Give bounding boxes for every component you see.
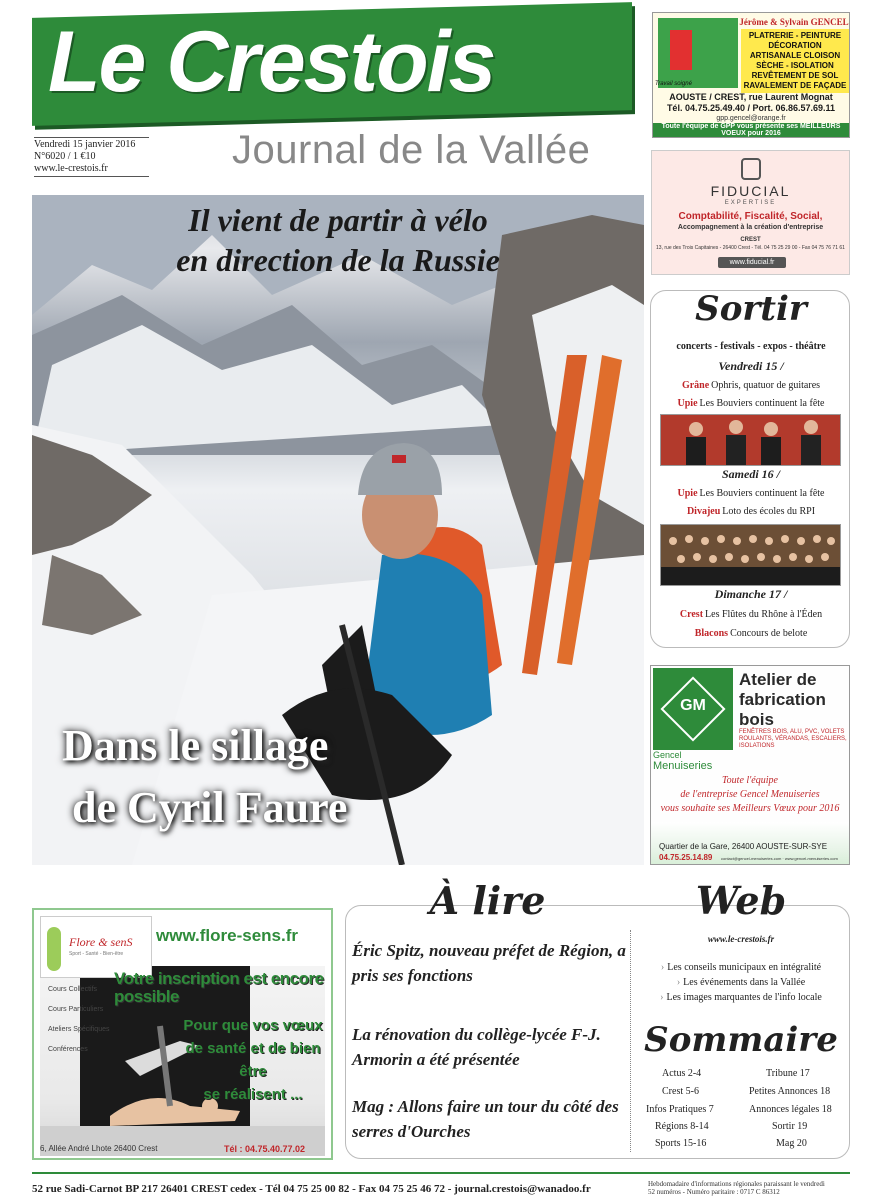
flore-course: Cours Particuliers	[48, 1006, 104, 1013]
choir-illustration	[661, 525, 840, 585]
issue-info	[34, 136, 149, 178]
flore-sens-advertisement[interactable]	[32, 908, 333, 1160]
gpp-logo	[658, 18, 738, 88]
event-title: Les Flûtes du Rhône à l'Éden	[705, 609, 823, 620]
web-link-label: Les conseils municipaux en intégralité	[667, 962, 822, 973]
gpp-phones: Tél. 04.75.25.49.40 / Port. 06.86.57.69.11	[666, 103, 836, 113]
hero-headline-line-2[interactable]: en direction de la Russie	[176, 242, 500, 278]
gm-title: Atelier de fabrication bois	[739, 670, 826, 729]
gm-brand-line-2: Menuiseries	[653, 760, 713, 772]
gpp-services: PLATRERIE - PEINTURE DÉCORATION ARTISANALE CLOISON SÈCHE - ISOLATION REVÊTEMENT DE SOL RAVALEMENT DE FAÇADE	[741, 29, 849, 93]
flore-url[interactable]: www.flore-sens.fr	[156, 926, 299, 945]
lire-article[interactable]: Éric Spitz, nouveau préfet de Région, a pris ses fonctions	[352, 941, 626, 985]
musicians-illustration	[661, 415, 840, 465]
gpp-wishes-banner: Toute l'équipe de GPP vous présente ses MEILLEURS VOEUX pour 2016	[653, 123, 849, 137]
flore-wish-line: Pour que vos vœux	[183, 1017, 323, 1034]
sommaire-item[interactable]: Petites Annonces 18	[749, 1086, 831, 1097]
sortir-event[interactable]	[651, 506, 851, 517]
hero-headline-line-1[interactable]: Il vient de partir à vélo	[188, 202, 488, 238]
web-link[interactable]	[632, 977, 850, 988]
dancer-icon	[47, 927, 61, 971]
issue-number: N°6020 / 1 €10	[34, 151, 96, 162]
gm-brand-line-1: Gencel	[653, 750, 682, 760]
footer-meta	[648, 1180, 853, 1196]
fiducial-logo-icon	[741, 158, 761, 180]
event-place: Crest	[679, 609, 704, 620]
flore-wish-line: se réalisent ...	[203, 1086, 303, 1103]
gpp-tagline: Travail soigné	[655, 81, 692, 87]
newspaper-subtitle: Journal de la Vallée	[232, 128, 591, 172]
fiducial-city: CREST	[740, 237, 761, 243]
sortir-heading: Sortir	[695, 289, 807, 329]
quartet-photo[interactable]	[660, 414, 841, 466]
gpp-address: AOUSTE / CREST, rue Laurent Mognat	[669, 92, 833, 102]
event-place: Grâne	[681, 380, 710, 391]
hero-caption-line-2[interactable]: de Cyril Faure	[72, 783, 348, 832]
chevron-right-icon: ›	[660, 962, 665, 973]
issue-website[interactable]: www.le-crestois.fr	[34, 163, 108, 174]
hero-caption-line-1[interactable]: Dans le sillage	[62, 721, 329, 770]
flore-headline: Votre inscription est encore possible	[114, 969, 324, 1006]
flore-address: 6, Allée André Lhote 26400 Crest	[40, 1144, 158, 1153]
gencel-menuiseries-advertisement[interactable]	[650, 665, 850, 865]
lire-article[interactable]: Mag : Allons faire un tour du côté des serres d'Ourches	[352, 1097, 619, 1141]
sortir-event[interactable]	[651, 488, 851, 499]
sommaire-item[interactable]: Mag 20	[776, 1138, 807, 1149]
sommaire-heading: Sommaire	[644, 1020, 838, 1060]
event-place: Upie	[677, 488, 698, 499]
web-url[interactable]: www.le-crestois.fr	[707, 934, 775, 944]
sortir-event[interactable]	[651, 609, 851, 620]
sortir-day: Vendredi 15 /	[718, 359, 784, 373]
fiducial-advertisement[interactable]	[651, 150, 850, 275]
sortir-event[interactable]	[651, 628, 851, 639]
footer-meta-line: 52 numéros - Numéro paritaire : 0717 C 86312	[648, 1188, 780, 1196]
event-title: Les Bouviers continuent la fête	[699, 488, 825, 499]
footer-rule	[32, 1172, 850, 1174]
sommaire-item[interactable]: Sports 15-16	[655, 1138, 707, 1149]
sommaire-item[interactable]: Sortir 19	[772, 1121, 808, 1132]
event-title: Les Bouviers continuent la fête	[699, 398, 825, 409]
gpp-names: Jérôme & Sylvain GENCEL	[739, 17, 849, 27]
gm-contact[interactable]: contact@gencel-menuiseries.com · www.gencel-menuiseries.com	[721, 856, 838, 861]
event-title: Ophris, quatuor de guitares	[711, 380, 821, 391]
chevron-right-icon: ›	[676, 977, 681, 988]
sommaire-item[interactable]: Crest 5-6	[662, 1086, 699, 1097]
web-link-label: Les images marquantes de l'info locale	[666, 992, 822, 1003]
sommaire-item[interactable]: Régions 8-14	[655, 1121, 709, 1132]
gm-products: FENÊTRES BOIS, ALU, PVC, VOLETS ROULANTS, VÉRANDAS, ESCALIERS, ISOLATIONS	[739, 729, 847, 749]
event-place: Blacons	[694, 628, 729, 639]
issue-date: Vendredi 15 janvier 2016	[34, 139, 136, 150]
flore-course: Cours Collectifs	[48, 986, 98, 993]
event-place: Divajeu	[686, 506, 721, 517]
gm-wish-line: Toute l'équipe	[722, 775, 778, 786]
flore-phone: Tél : 04.75.40.77.02	[224, 1144, 306, 1154]
sortir-day: Samedi 16 /	[721, 467, 780, 481]
sommaire-item[interactable]: Actus 2-4	[662, 1068, 702, 1079]
sommaire-item[interactable]: Tribune 17	[766, 1068, 810, 1079]
flore-wishes	[178, 1014, 328, 1106]
gm-logo-text: GM	[680, 697, 706, 714]
sortir-subtitle: concerts - festivals - expos - théâtre	[676, 341, 826, 352]
flore-course: Conférences	[48, 1046, 88, 1053]
newspaper-title[interactable]: Le Crestois	[48, 14, 495, 110]
flore-logo-name: Flore & senS	[69, 935, 133, 949]
event-title: Loto des écoles du RPI	[722, 506, 816, 517]
flore-course: Ateliers Spécifiques	[48, 1026, 110, 1033]
fiducial-name: FIDUCIAL	[710, 183, 791, 199]
gm-wish-line: vous souhaite ses Meilleurs Vœux pour 2016	[660, 803, 840, 814]
fiducial-address: 13, rue des Trois Capitaines - 26400 Crest - Tél. 04 75 25 29 00 - Fax 04 75 76 71 61	[656, 245, 845, 251]
sortir-panel	[650, 290, 850, 648]
footer-meta-line: Hebdomadaire d'informations régionales paraissant le vendredi	[648, 1180, 825, 1188]
flore-wish-line: de santé et de bien être	[185, 1040, 321, 1080]
sommaire-item[interactable]: Annonces légales 18	[749, 1104, 832, 1115]
footer-address: 52 rue Sadi-Carnot BP 217 26401 CREST cedex - Tél 04 75 25 00 82 - Fax 04 75 25 46 72 - journal.crestois@wanadoo.fr	[32, 1183, 591, 1195]
fiducial-subname: EXPERTISE	[724, 200, 777, 206]
fiducial-support: Accompagnement à la création d'entreprise	[677, 224, 824, 231]
fiducial-services: Comptabilité, Fiscalité, Social,	[678, 211, 823, 222]
column-divider	[630, 930, 631, 1152]
gpp-advertisement[interactable]	[652, 12, 850, 138]
event-place: Upie	[677, 398, 698, 409]
sortir-event[interactable]	[651, 380, 851, 391]
fiducial-web-link[interactable]: www.fiducial.fr	[718, 257, 786, 268]
gm-phone: 04.75.25.14.89	[659, 853, 713, 862]
sommaire-item[interactable]: Infos Pratiques 7	[646, 1104, 714, 1115]
choir-photo[interactable]	[660, 524, 841, 586]
web-link-label: Les événements dans la Vallée	[683, 977, 806, 988]
gm-wish-line: de l'entreprise Gencel Menuiseries	[680, 789, 820, 800]
sortir-day: Dimanche 17 /	[714, 587, 788, 601]
a-lire-heading: À lire	[429, 878, 546, 923]
gpp-email[interactable]: gpp.gencel@orange.fr	[716, 115, 786, 122]
web-link[interactable]	[632, 992, 850, 1003]
lire-article[interactable]: La rénovation du collège-lycée F-J. Armorin a été présentée	[352, 1025, 601, 1069]
sortir-event[interactable]	[651, 398, 851, 409]
flore-logo-tagline: Sport - Santé - Bien-être	[69, 951, 124, 957]
gm-wishes	[651, 774, 849, 816]
web-link[interactable]	[632, 962, 850, 973]
chevron-right-icon: ›	[660, 992, 664, 1003]
gm-address: Quartier de la Gare, 26400 AOUSTE-SUR-SYE	[659, 842, 828, 851]
web-heading: Web	[695, 878, 787, 923]
event-title: Concours de belote	[730, 628, 808, 639]
